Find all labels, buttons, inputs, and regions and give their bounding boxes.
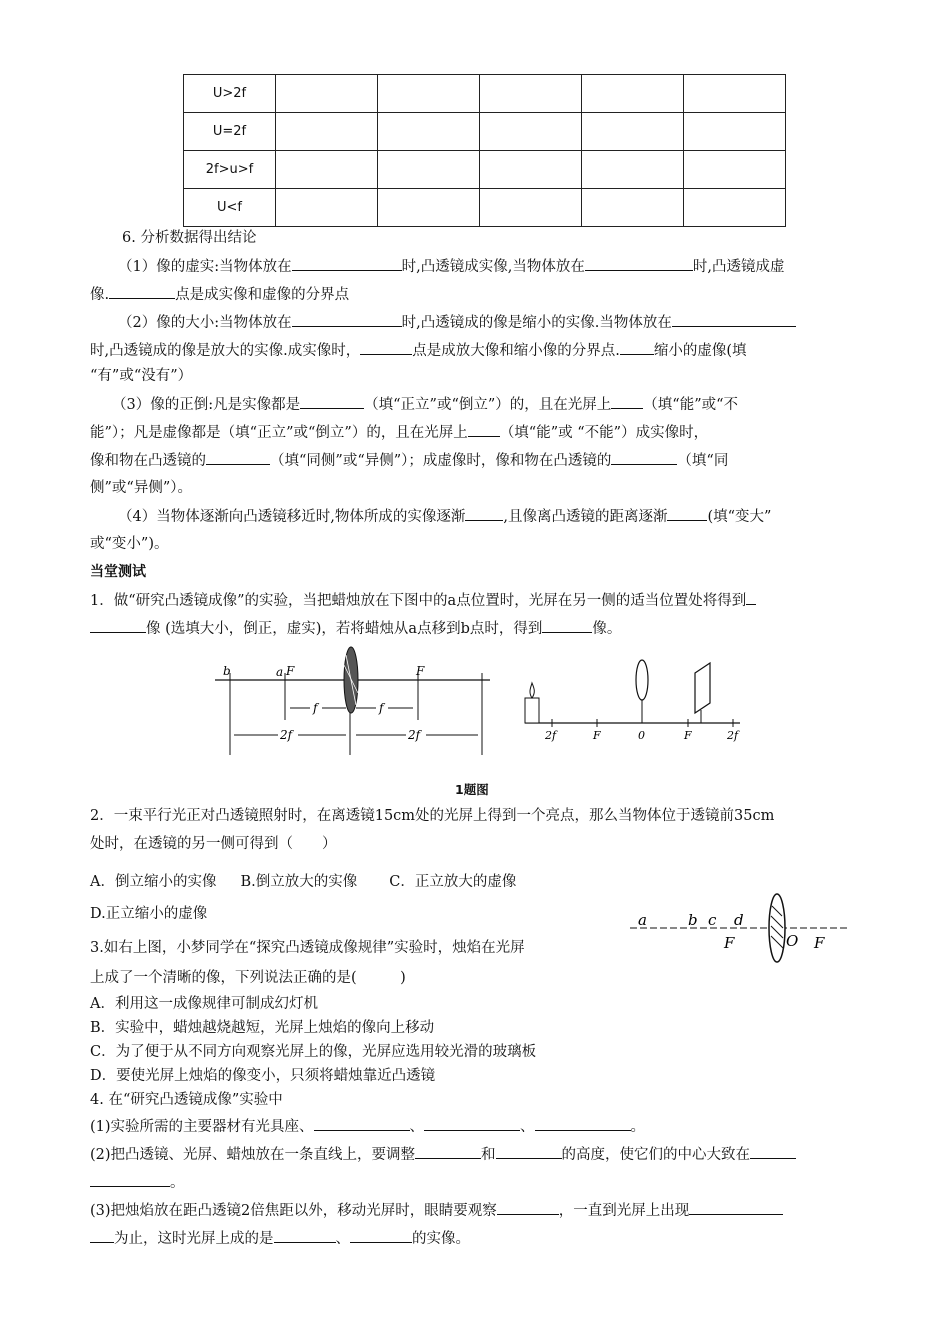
answer-blank[interactable] <box>620 340 654 355</box>
row-label: U=2f <box>184 113 276 151</box>
q2-line1: 2．一束平行光正对凸透镜照射时，在离透镜15cm处的光屏上得到一个亮点，那么当物体位于透镜前35cm <box>90 808 775 824</box>
option-b[interactable]: B．实验中，蜡烛越烧越短，光屏上烛焰的像向上移动 <box>90 1020 435 1036</box>
table-row <box>184 189 786 227</box>
point-label: a <box>638 911 647 929</box>
option-d[interactable]: D．要使光屏上烛焰的像变小，只须将蜡烛靠近凸透镜 <box>90 1068 436 1084</box>
label-f: f <box>313 701 318 715</box>
q1-line1: 1．做“研究凸透镜成像”的实验，当把蜡烛放在下图中的a点位置时，光屏在另一侧的适当位置处将得到 <box>90 590 756 611</box>
point-label: F <box>814 934 825 952</box>
q4-sub3: (3)把烛焰放在距凸透镜2倍焦距以外，移动光屏时，眼睛要观察 ，一直到光屏上出现 <box>90 1200 783 1221</box>
section-heading: 当堂测试 <box>90 564 146 580</box>
answer-blank[interactable] <box>424 1116 520 1131</box>
tick-label: 2f <box>727 729 739 742</box>
row-label: U<f <box>184 189 276 227</box>
q4-sub3-cont: 为止，这时光屏上成的是 、 的实像。 <box>90 1228 470 1249</box>
point-label: b <box>688 911 698 929</box>
tick-label: 0 <box>638 729 645 742</box>
answer-blank[interactable] <box>314 1116 410 1131</box>
answer-blank[interactable] <box>750 1144 796 1159</box>
q4-sub2-cont: 。 <box>90 1172 185 1193</box>
section6-title: 6. 分析数据得出结论 <box>122 230 257 246</box>
answer-blank[interactable] <box>274 1228 336 1243</box>
p2-line3: “有”或“没有”） <box>90 368 193 384</box>
table-row <box>184 113 786 151</box>
point-label: O <box>786 932 799 950</box>
tick-label: F <box>684 729 692 742</box>
p4-line2: 或“变小”)。 <box>90 536 169 552</box>
answer-blank[interactable] <box>689 1200 783 1215</box>
answer-blank[interactable] <box>90 1228 114 1243</box>
row-label: U>2f <box>184 75 276 113</box>
lens-icon <box>636 660 648 700</box>
answer-blank[interactable] <box>206 450 270 465</box>
flame-icon <box>530 683 534 698</box>
p3-line1: （3）像的正倒:凡是实像都是 （填“正立”或“倒立”）的，且在光屏上 （填“能”或“不 <box>112 394 738 415</box>
label-b: b <box>223 664 231 678</box>
answer-blank[interactable] <box>611 450 677 465</box>
p2-line2: 时,凸透镜成的像是放大的实像.成实像时， 点是成放大像和缩小像的分界点. 缩小的虚像(填 <box>90 340 747 361</box>
tick-label: F <box>593 729 601 742</box>
answer-blank[interactable] <box>109 284 175 299</box>
answer-blank[interactable] <box>360 340 412 355</box>
answer-blank[interactable] <box>535 1116 631 1131</box>
optical-bench-diagram <box>515 655 745 755</box>
point-label: c <box>708 911 717 929</box>
answer-blank[interactable] <box>496 1144 562 1159</box>
label-a: a <box>276 665 284 679</box>
p3-line2: 能”）；凡是虚像都是（填“正立”或“倒立”）的，且在光屏上 （填“能”或 “不能”）成实像时， <box>90 422 708 443</box>
answer-blank[interactable] <box>292 312 402 327</box>
p1-line1: （1）像的虚实:当物体放在 时,凸透镜成实像,当物体放在 时,凸透镜成虚 <box>118 256 784 277</box>
option-a[interactable]: A．利用这一成像规律可制成幻灯机 <box>90 996 318 1012</box>
answer-blank[interactable] <box>468 422 500 437</box>
option-a[interactable]: A．倒立缩小的实像 <box>90 874 217 890</box>
answer-blank[interactable] <box>611 394 643 409</box>
p2-line1: （2）像的大小:当物体放在 时,凸透镜成的像是缩小的实像.当物体放在 <box>118 312 796 333</box>
answer-blank[interactable] <box>465 506 503 521</box>
lens-diagram <box>210 645 500 760</box>
q1-line2: 像 (选填大小，倒正，虚实)，若将蜡烛从a点移到b点时，得到 像。 <box>90 618 621 639</box>
q4-sub2: (2)把凸透镜、光屏、蜡烛放在一条直线上，要调整 和 的高度，使它们的中心大致在 <box>90 1144 796 1165</box>
answer-blank[interactable] <box>292 256 402 271</box>
label-2f: 2f <box>280 728 293 742</box>
answer-blank[interactable] <box>90 1172 170 1187</box>
p3-line4: 侧”或“异侧”）。 <box>90 480 192 496</box>
p1-line2: 像. 点是成实像和虚像的分界点 <box>90 284 349 305</box>
answer-blank[interactable] <box>746 590 756 605</box>
screen-icon <box>695 663 710 713</box>
candle-icon <box>525 698 539 723</box>
q3-line2: 上成了一个清晰的像，下列说法正确的是( ) <box>90 970 406 986</box>
label-f: f <box>379 701 384 715</box>
figure-caption: 1题图 <box>455 782 489 797</box>
option-c[interactable]: C．为了便于从不同方向观察光屏上的像，光屏应选用较光滑的玻璃板 <box>90 1044 537 1060</box>
answer-blank[interactable] <box>667 506 707 521</box>
tick-label: 2f <box>545 729 557 742</box>
option-c[interactable]: C．正立放大的虚像 <box>389 874 517 890</box>
q2-line2: 处时，在透镜的另一侧可得到（ ） <box>90 836 337 852</box>
row-label: 2f>u>f <box>184 151 276 189</box>
label-F: F <box>286 664 295 678</box>
answer-blank[interactable] <box>672 312 796 327</box>
q3-line1: 3.如右上图，小梦同学在“探究凸透镜成像规律”实验时，烛焰在光屏 <box>90 940 525 956</box>
point-label: F <box>724 934 735 952</box>
answer-blank[interactable] <box>497 1200 559 1215</box>
q4-title: 4. 在“研究凸透镜成像”实验中 <box>90 1092 283 1108</box>
answer-blank[interactable] <box>585 256 693 271</box>
answer-blank[interactable] <box>542 618 592 633</box>
table-row <box>184 151 786 189</box>
table-row <box>184 75 786 113</box>
q2-options <box>90 872 516 892</box>
answer-blank[interactable] <box>90 618 146 633</box>
answer-blank[interactable] <box>415 1144 481 1159</box>
answer-blank[interactable] <box>350 1228 412 1243</box>
p3-line3: 像和物在凸透镜的 （填“同侧”或“异侧”）；成虚像时，像和物在凸透镜的 （填“同 <box>90 450 728 471</box>
p4-line1: （4）当物体逐渐向凸透镜移近时,物体所成的实像逐渐 ,且像离凸透镜的距离逐渐 (填“变大” <box>118 506 771 527</box>
q4-sub1: (1)实验所需的主要器材有光具座、 、 、 。 <box>90 1116 645 1137</box>
lens-points-diagram <box>630 888 850 968</box>
option-b[interactable]: B.倒立放大的实像 <box>240 874 358 890</box>
data-table <box>183 74 786 227</box>
answer-blank[interactable] <box>300 394 364 409</box>
option-d[interactable]: D.正立缩小的虚像 <box>90 906 208 922</box>
point-label: d <box>734 911 744 929</box>
label-F: F <box>416 664 425 678</box>
label-2f: 2f <box>408 728 421 742</box>
